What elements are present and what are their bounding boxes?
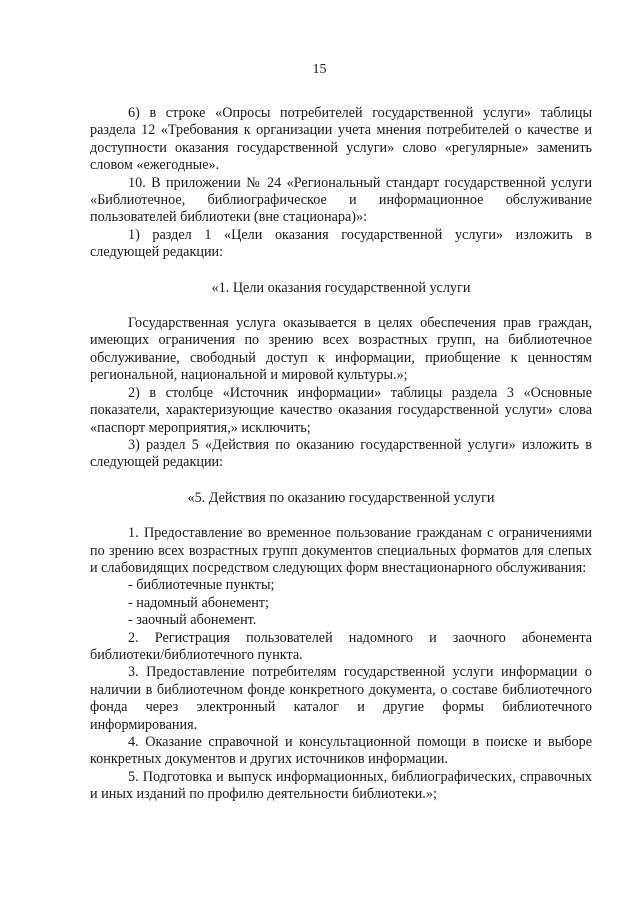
section-heading-goals: «1. Цели оказания государственной услуги	[211, 279, 471, 296]
paragraph-goals-text: Государственная услуга оказывается в целях обеспечения прав граждан, имеющих ограничения по зрению всех возрастных групп, на библиотечное обслуживание, свободный доступ к информации, приобщение к ценностям региональной, национальной и мировой культуры.»;	[90, 315, 592, 384]
paragraph-source-column: 2) в столбце «Источник информации» таблицы раздела 3 «Основные показатели, характеризующие качество оказания государственной услуги» слова «паспорт мероприятия,» исключить;	[90, 384, 592, 436]
section-heading-actions: «5. Действия по оказанию государственной услуги	[187, 489, 495, 506]
paragraph-action-5: 5. Подготовка и выпуск информационных, библиографических, справочных и иных изданий по профилю деятельности библиотеки.»;	[90, 768, 592, 803]
list-item-home-subscription: - надомный абонемент;	[128, 594, 269, 611]
list-item-library-points: - библиотечные пункты;	[128, 577, 275, 594]
document-body	[90, 105, 592, 804]
list-item-correspondence-subscription: - заочный абонемент.	[128, 612, 257, 629]
paragraph-action-2: 2. Регистрация пользователей надомного и заочного абонемента библиотеки/библиотечного пункта.	[90, 629, 592, 663]
paragraph-section-1-intro: 1) раздел 1 «Цели оказания государственной услуги» изложить в следующей редакции:	[90, 226, 592, 261]
page-number: 15	[312, 62, 327, 77]
paragraph-appendix-24: 10. В приложении № 24 «Региональный стандарт государственной услуги «Библиотечное, библиографическое и информационное обслуживание пользователей библиотеки (вне стационара)»:	[90, 174, 592, 226]
paragraph-action-1: 1. Предоставление во временное пользование гражданам с ограничениями по зрению всех возрастных групп документов специальных форматов для слепых и слабовидящих посредством следующих форм внестационарного обслуживания:	[90, 525, 592, 576]
paragraph-action-4: 4. Оказание справочной и консультационной помощи в поиске и выборе конкретных документов и других источников информации.	[90, 734, 592, 768]
paragraph-section-5-intro: 3) раздел 5 «Действия по оказанию государственной услуги» изложить в следующей редакции:	[90, 436, 592, 471]
paragraph-amendment-6: 6) в строке «Опросы потребителей государственной услуги» таблицы раздела 12 «Требования к организации учета мнения потребителей о качестве и доступности оказания государственной услуги» слово «регулярные» заменить словом «ежегодные».	[90, 105, 592, 174]
paragraph-action-3: 3. Предоставление потребителям государственной услуги информации о наличии в библиотечном фонде конкретного документа, о составе библиотечного фонда через электронный каталог и другие формы библиотечного информирования.	[90, 664, 592, 733]
